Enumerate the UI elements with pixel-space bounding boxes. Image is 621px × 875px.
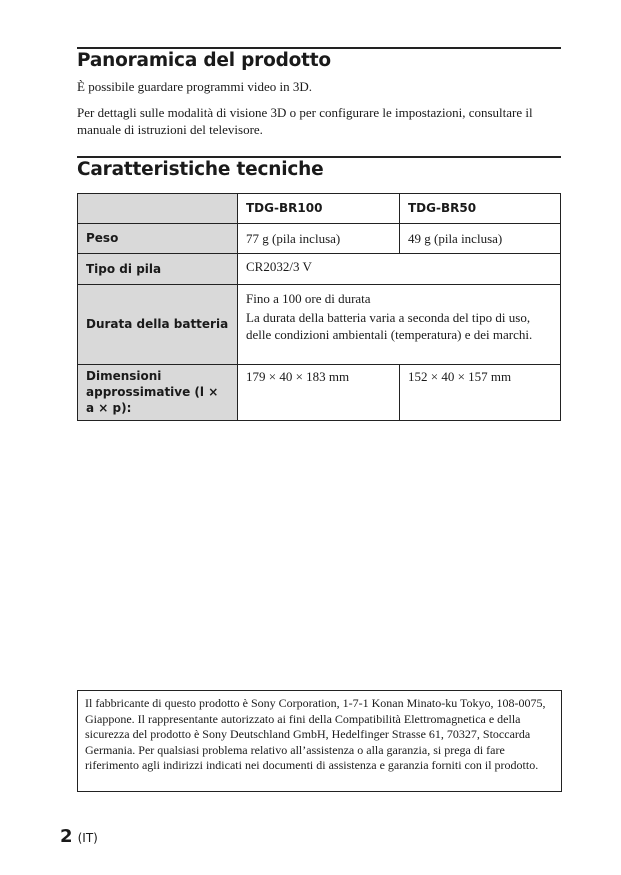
specs-table <box>77 193 561 421</box>
battery-life-line-2: La durata della batteria varia a seconda del tipo di uso, delle condizioni ambientali (temperatura) e dei marchi. <box>246 310 533 342</box>
overview-paragraph-1: È possibile guardare programmi video in 3D. <box>77 79 313 94</box>
column-header-tdg-br50: TDG-BR50 <box>400 194 561 224</box>
overview-heading: Panoramica del prodotto <box>77 50 331 71</box>
dimensions-tdg-br100: 179 × 40 × 183 mm <box>238 365 400 421</box>
table-row <box>78 285 561 365</box>
battery-life-line-1: Fino a 100 ore di durata <box>246 291 371 306</box>
row-label-battery-type: Tipo di pila <box>78 254 238 285</box>
language-code: (IT) <box>77 831 98 845</box>
page-footer <box>60 826 98 847</box>
table-row <box>78 224 561 254</box>
battery-type-value: CR2032/3 V <box>238 254 561 285</box>
battery-life-value <box>238 285 561 365</box>
header-corner-cell <box>78 194 238 224</box>
table-row <box>78 365 561 421</box>
specs-heading: Caratteristiche tecniche <box>77 159 324 180</box>
specs-top-rule <box>77 156 561 158</box>
weight-tdg-br100: 77 g (pila inclusa) <box>238 224 400 254</box>
weight-tdg-br50: 49 g (pila inclusa) <box>400 224 561 254</box>
table-header-row <box>78 194 561 224</box>
row-label-weight: Peso <box>78 224 238 254</box>
column-header-tdg-br100: TDG-BR100 <box>238 194 400 224</box>
row-label-dimensions: Dimensioni approssimative (l × a × p): <box>78 365 238 421</box>
overview-top-rule <box>77 47 561 49</box>
table-row <box>78 254 561 285</box>
overview-paragraph-2: Per dettagli sulle modalità di visione 3D o per configurare le impostazioni, consultare il manuale di istruzioni del televisore. <box>77 105 533 137</box>
row-label-battery-life: Durata della batteria <box>78 285 238 365</box>
page-number: 2 <box>60 826 73 847</box>
dimensions-tdg-br50: 152 × 40 × 157 mm <box>400 365 561 421</box>
manufacturer-notice-box: Il fabbricante di questo prodotto è Sony Corporation, 1-7-1 Konan Minato-ku Tokyo, 108-0075, Giappone. Il rappresentante autorizzato ai fini della Compatibilità Elettromagnetica e della sicurezza del prodotto è Sony Deutschland GmbH, Hedelfinger Strasse 61, 70327, Stoccarda Germania. Per qualsiasi problema relativo all’assistenza o alla garanzia, si prega di fare riferimento agli indirizzi indicati nei documenti di assistenza e garanzia forniti con il prodotto. <box>77 690 562 792</box>
